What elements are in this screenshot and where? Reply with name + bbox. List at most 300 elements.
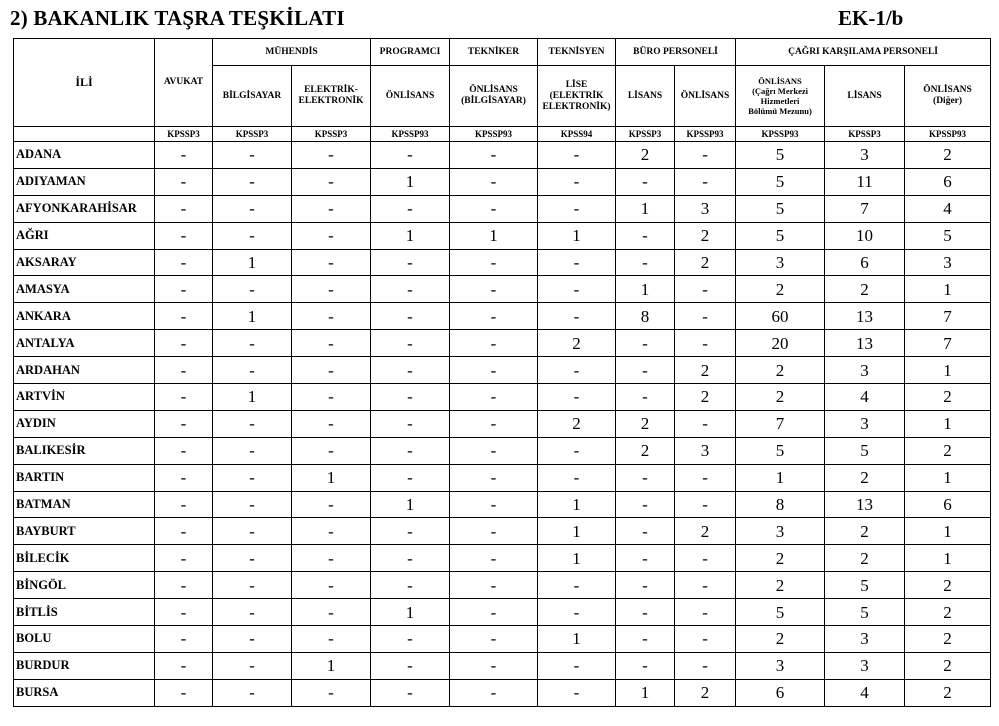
col-avukat: AVUKAT — [155, 39, 213, 127]
col-cagri-diger-line1: ÖNLİSANS — [923, 85, 972, 95]
quota-cell: - — [155, 491, 213, 518]
quota-cell: - — [616, 168, 675, 195]
quota-cell: 2 — [905, 679, 991, 706]
col-buro-lisans: LİSANS — [616, 66, 675, 127]
quota-cell: - — [450, 545, 538, 572]
quota-cell: - — [538, 357, 616, 384]
quota-cell: - — [538, 195, 616, 222]
quota-cell: - — [292, 303, 371, 330]
table-row — [14, 652, 991, 679]
exam-code: KPSSP3 — [292, 127, 371, 142]
col-teknisyen-line3: ELEKTRONİK) — [542, 101, 611, 112]
quota-cell: 1 — [538, 222, 616, 249]
group-teknisyen: TEKNİSYEN — [538, 39, 616, 66]
quota-cell: 8 — [736, 491, 825, 518]
quota-cell: - — [292, 437, 371, 464]
col-cagri-lisans: LİSANS — [825, 66, 905, 127]
quota-cell: - — [155, 437, 213, 464]
province-name: ARTVİN — [14, 384, 155, 411]
exam-code: KPSSP93 — [450, 127, 538, 142]
quota-cell: 1 — [371, 599, 450, 626]
quota-cell: 4 — [825, 384, 905, 411]
quota-cell: - — [675, 652, 736, 679]
province-name: ARDAHAN — [14, 357, 155, 384]
quota-cell: - — [155, 652, 213, 679]
quota-cell: - — [371, 545, 450, 572]
col-teknisyen-lise — [538, 66, 616, 127]
province-name: ADANA — [14, 142, 155, 169]
table-row — [14, 384, 991, 411]
quota-cell: 13 — [825, 491, 905, 518]
quota-cell: - — [450, 357, 538, 384]
quota-cell: 5 — [825, 437, 905, 464]
col-tekniker-line1: ÖNLİSANS — [469, 85, 518, 95]
table-row — [14, 464, 991, 491]
quota-cell: 5 — [736, 195, 825, 222]
quota-cell: - — [616, 652, 675, 679]
quota-cell: - — [538, 464, 616, 491]
quota-cell: - — [450, 168, 538, 195]
quota-cell: 3 — [825, 410, 905, 437]
quota-cell: 5 — [736, 437, 825, 464]
quota-cell: - — [371, 142, 450, 169]
quota-cell: 1 — [538, 518, 616, 545]
quota-cell: - — [538, 142, 616, 169]
quota-cell: - — [371, 679, 450, 706]
quota-cell: - — [450, 652, 538, 679]
col-cagri-line4: Bölümü Mezunu) — [748, 106, 812, 116]
quota-cell: 1 — [905, 410, 991, 437]
quota-cell: - — [616, 545, 675, 572]
quota-cell: 3 — [736, 518, 825, 545]
quota-cell: - — [616, 626, 675, 653]
header-row-exams — [14, 127, 991, 142]
quota-cell: - — [450, 491, 538, 518]
quota-cell: 1 — [905, 464, 991, 491]
quota-cell: 3 — [905, 249, 991, 276]
annex-code: EK-1/b — [838, 6, 904, 30]
col-buro-onlisans: ÖNLİSANS — [675, 66, 736, 127]
quota-cell: 2 — [675, 679, 736, 706]
province-name: AFYONKARAHİSAR — [14, 195, 155, 222]
quota-cell: 5 — [825, 572, 905, 599]
quota-cell: 20 — [736, 330, 825, 357]
col-cagri-line2: (Çağrı Merkezi — [752, 86, 808, 96]
quota-cell: - — [371, 249, 450, 276]
quota-cell: 2 — [736, 545, 825, 572]
col-cagri-onlisans-diger — [905, 66, 991, 127]
quota-cell: - — [371, 303, 450, 330]
group-cagri: ÇAĞRI KARŞILAMA PERSONELİ — [736, 39, 991, 66]
quota-cell: 3 — [736, 249, 825, 276]
quota-cell: 1 — [538, 626, 616, 653]
quota-cell: 4 — [905, 195, 991, 222]
quota-cell: 2 — [736, 572, 825, 599]
quota-cell: 7 — [905, 330, 991, 357]
quota-cell: - — [675, 491, 736, 518]
exam-code: KPSSP3 — [213, 127, 292, 142]
quota-cell: 2 — [736, 357, 825, 384]
quota-cell: - — [155, 464, 213, 491]
quota-cell: 3 — [825, 652, 905, 679]
col-il: İLİ — [14, 39, 155, 127]
quota-cell: 2 — [675, 249, 736, 276]
quota-cell: - — [450, 330, 538, 357]
quota-cell: - — [213, 330, 292, 357]
table-header — [14, 39, 991, 142]
quota-cell: 1 — [450, 222, 538, 249]
quota-cell: - — [155, 518, 213, 545]
quota-cell: 1 — [213, 384, 292, 411]
quota-cell: 2 — [675, 357, 736, 384]
exam-blank — [14, 127, 155, 142]
quota-cell: - — [616, 518, 675, 545]
quota-cell: 2 — [825, 464, 905, 491]
quota-cell: - — [371, 357, 450, 384]
quota-cell: 7 — [825, 195, 905, 222]
quota-cell: - — [371, 518, 450, 545]
province-name: ANKARA — [14, 303, 155, 330]
quota-cell: - — [450, 142, 538, 169]
quota-cell: - — [450, 303, 538, 330]
quota-cell: - — [213, 518, 292, 545]
quota-cell: - — [675, 545, 736, 572]
quota-cell: - — [371, 652, 450, 679]
quota-cell: - — [371, 276, 450, 303]
exam-code: KPSSP93 — [905, 127, 991, 142]
quota-cell: - — [616, 357, 675, 384]
quota-cell: 13 — [825, 330, 905, 357]
quota-cell: 1 — [736, 464, 825, 491]
table-row — [14, 410, 991, 437]
quota-cell: - — [213, 491, 292, 518]
quota-cell: - — [155, 545, 213, 572]
quota-cell: 6 — [905, 491, 991, 518]
quota-cell: 2 — [675, 518, 736, 545]
quota-cell: 5 — [736, 168, 825, 195]
quota-cell: - — [450, 572, 538, 599]
quota-cell: - — [538, 384, 616, 411]
quota-cell: - — [155, 249, 213, 276]
quota-cell: - — [292, 222, 371, 249]
quota-cell: - — [538, 249, 616, 276]
quota-cell: - — [675, 626, 736, 653]
quota-cell: 1 — [371, 491, 450, 518]
quota-cell: 2 — [905, 142, 991, 169]
quota-cell: - — [213, 195, 292, 222]
table-row — [14, 168, 991, 195]
province-name: BARTIN — [14, 464, 155, 491]
quota-cell: - — [616, 464, 675, 491]
exam-code: KPSS94 — [538, 127, 616, 142]
exam-code: KPSSP93 — [736, 127, 825, 142]
province-name: AKSARAY — [14, 249, 155, 276]
table-row — [14, 545, 991, 572]
quota-cell: 13 — [825, 303, 905, 330]
quota-cell: 3 — [825, 142, 905, 169]
quota-cell: - — [292, 599, 371, 626]
province-name: AĞRI — [14, 222, 155, 249]
table-row — [14, 195, 991, 222]
quota-cell: - — [538, 168, 616, 195]
quota-cell: 5 — [736, 599, 825, 626]
quota-cell: - — [675, 599, 736, 626]
quota-cell: - — [155, 410, 213, 437]
col-teknisyen-line1: LİSE — [565, 79, 588, 90]
quota-cell: - — [371, 464, 450, 491]
quota-cell: - — [292, 518, 371, 545]
quota-cell: - — [538, 303, 616, 330]
quota-cell: - — [155, 357, 213, 384]
quota-cell: 2 — [905, 599, 991, 626]
col-bilgisayar: BİLGİSAYAR — [213, 66, 292, 127]
quota-cell: - — [450, 679, 538, 706]
table-row — [14, 357, 991, 384]
quota-cell: - — [616, 572, 675, 599]
group-tekniker: TEKNİKER — [450, 39, 538, 66]
province-name: ADIYAMAN — [14, 168, 155, 195]
quota-cell: - — [155, 679, 213, 706]
quota-cell: 4 — [825, 679, 905, 706]
quota-cell: - — [292, 357, 371, 384]
quota-cell: 6 — [905, 168, 991, 195]
quota-cell: - — [155, 599, 213, 626]
col-programci-onlisans: ÖNLİSANS — [371, 66, 450, 127]
province-name: BİTLİS — [14, 599, 155, 626]
quota-cell: - — [213, 652, 292, 679]
province-name: ANTALYA — [14, 330, 155, 357]
quota-cell: - — [371, 384, 450, 411]
exam-code: KPSSP93 — [371, 127, 450, 142]
quota-cell: - — [616, 491, 675, 518]
exam-code: KPSSP93 — [675, 127, 736, 142]
quota-cell: - — [155, 195, 213, 222]
quota-cell: 2 — [616, 437, 675, 464]
quota-cell: - — [213, 410, 292, 437]
group-programci: PROGRAMCI — [371, 39, 450, 66]
quota-cell: - — [155, 168, 213, 195]
quota-cell: - — [538, 652, 616, 679]
quota-cell: - — [292, 142, 371, 169]
quota-cell: 1 — [213, 303, 292, 330]
quota-cell: - — [371, 626, 450, 653]
quota-cell: 2 — [616, 410, 675, 437]
quota-cell: 8 — [616, 303, 675, 330]
quota-cell: 6 — [736, 679, 825, 706]
quota-cell: 1 — [538, 545, 616, 572]
col-teknisyen-line2: (ELEKTRİK — [549, 90, 604, 101]
quota-cell: - — [292, 276, 371, 303]
quota-cell: - — [450, 384, 538, 411]
quota-cell: - — [675, 142, 736, 169]
exam-code: KPSSP3 — [155, 127, 213, 142]
quota-cell: 2 — [905, 384, 991, 411]
col-tekniker-onlisans — [450, 66, 538, 127]
quota-cell: - — [675, 168, 736, 195]
col-cagri-line3: Hizmetleri — [760, 96, 800, 106]
staff-table — [13, 38, 991, 707]
quota-cell: 1 — [292, 652, 371, 679]
quota-cell: - — [450, 599, 538, 626]
quota-cell: 10 — [825, 222, 905, 249]
col-elektrik-line2: ELEKTRONİK — [298, 96, 364, 106]
quota-cell: - — [292, 384, 371, 411]
province-name: AYDIN — [14, 410, 155, 437]
quota-cell: 1 — [905, 276, 991, 303]
quota-cell: 2 — [905, 437, 991, 464]
quota-cell: 2 — [736, 384, 825, 411]
quota-cell: - — [213, 679, 292, 706]
quota-cell: 1 — [616, 679, 675, 706]
quota-cell: 5 — [905, 222, 991, 249]
quota-cell: 3 — [675, 437, 736, 464]
quota-cell: - — [675, 276, 736, 303]
quota-cell: - — [616, 249, 675, 276]
quota-cell: - — [450, 195, 538, 222]
quota-cell: - — [155, 303, 213, 330]
quota-cell: - — [675, 572, 736, 599]
table-row — [14, 599, 991, 626]
group-muhendis: MÜHENDİS — [213, 39, 371, 66]
quota-cell: - — [213, 276, 292, 303]
col-cagri-onlisans-merkez — [736, 66, 825, 127]
header-row-groups — [14, 39, 991, 66]
quota-cell: - — [155, 572, 213, 599]
province-name: BATMAN — [14, 491, 155, 518]
quota-cell: 3 — [825, 626, 905, 653]
col-elektrik-line1: ELEKTRİK- — [304, 85, 358, 95]
quota-cell: - — [213, 437, 292, 464]
quota-cell: 2 — [825, 545, 905, 572]
exam-code: KPSSP3 — [825, 127, 905, 142]
col-cagri-line1: ÖNLİSANS — [758, 76, 802, 86]
quota-cell: - — [155, 384, 213, 411]
province-name: BAYBURT — [14, 518, 155, 545]
quota-cell: - — [538, 599, 616, 626]
province-name: BURSA — [14, 679, 155, 706]
quota-cell: 7 — [736, 410, 825, 437]
quota-cell: - — [155, 222, 213, 249]
quota-cell: - — [155, 626, 213, 653]
quota-cell: - — [675, 330, 736, 357]
quota-cell: - — [675, 303, 736, 330]
quota-cell: - — [292, 330, 371, 357]
quota-cell: - — [292, 491, 371, 518]
table-row — [14, 626, 991, 653]
quota-cell: 1 — [213, 249, 292, 276]
table-body — [14, 142, 991, 707]
quota-cell: - — [450, 276, 538, 303]
table-row — [14, 572, 991, 599]
quota-cell: - — [450, 626, 538, 653]
table-row — [14, 679, 991, 706]
province-name: BURDUR — [14, 652, 155, 679]
quota-cell: - — [371, 410, 450, 437]
quota-cell: 2 — [538, 410, 616, 437]
quota-cell: 1 — [905, 518, 991, 545]
quota-cell: 7 — [905, 303, 991, 330]
province-name: AMASYA — [14, 276, 155, 303]
quota-cell: 1 — [905, 545, 991, 572]
quota-cell: - — [292, 249, 371, 276]
quota-cell: 2 — [675, 222, 736, 249]
quota-cell: - — [213, 626, 292, 653]
quota-cell: - — [155, 142, 213, 169]
quota-cell: 3 — [675, 195, 736, 222]
quota-cell: 2 — [905, 626, 991, 653]
quota-cell: 60 — [736, 303, 825, 330]
quota-cell: 3 — [825, 357, 905, 384]
page-title: 2) BAKANLIK TAŞRA TEŞKİLATI — [10, 6, 345, 30]
quota-cell: - — [450, 464, 538, 491]
quota-cell: - — [292, 168, 371, 195]
table-row — [14, 276, 991, 303]
quota-cell: 1 — [371, 222, 450, 249]
table-row — [14, 491, 991, 518]
table-row — [14, 437, 991, 464]
quota-cell: - — [213, 545, 292, 572]
table-row — [14, 249, 991, 276]
quota-cell: - — [292, 572, 371, 599]
quota-cell: - — [371, 572, 450, 599]
quota-cell: 2 — [825, 518, 905, 545]
exam-code: KPSSP3 — [616, 127, 675, 142]
quota-cell: 3 — [736, 652, 825, 679]
quota-cell: 5 — [736, 222, 825, 249]
quota-cell: 1 — [292, 464, 371, 491]
col-elektrik-elektronik — [292, 66, 371, 127]
quota-cell: - — [450, 437, 538, 464]
quota-cell: 1 — [616, 195, 675, 222]
quota-cell: - — [450, 518, 538, 545]
quota-cell: - — [292, 195, 371, 222]
quota-cell: 2 — [736, 276, 825, 303]
quota-cell: - — [538, 679, 616, 706]
quota-cell: - — [675, 464, 736, 491]
quota-cell: 1 — [905, 357, 991, 384]
table-row — [14, 330, 991, 357]
quota-cell: - — [616, 599, 675, 626]
quota-cell: 5 — [825, 599, 905, 626]
quota-cell: - — [538, 572, 616, 599]
quota-cell: - — [292, 545, 371, 572]
quota-cell: - — [213, 357, 292, 384]
quota-cell: - — [213, 222, 292, 249]
quota-cell: - — [538, 437, 616, 464]
quota-cell: - — [213, 168, 292, 195]
quota-cell: 2 — [616, 142, 675, 169]
quota-cell: 11 — [825, 168, 905, 195]
col-cagri-diger-line2: (Diğer) — [933, 96, 963, 106]
quota-cell: - — [292, 626, 371, 653]
quota-cell: - — [371, 330, 450, 357]
province-name: BOLU — [14, 626, 155, 653]
quota-cell: - — [155, 330, 213, 357]
quota-cell: - — [616, 384, 675, 411]
quota-cell: 2 — [736, 626, 825, 653]
quota-cell: - — [450, 410, 538, 437]
quota-cell: - — [675, 410, 736, 437]
quota-cell: - — [155, 276, 213, 303]
quota-cell: - — [538, 276, 616, 303]
quota-cell: - — [292, 679, 371, 706]
quota-cell: 1 — [616, 276, 675, 303]
quota-cell: 5 — [736, 142, 825, 169]
quota-cell: 2 — [538, 330, 616, 357]
group-buro: BÜRO PERSONELİ — [616, 39, 736, 66]
quota-cell: 6 — [825, 249, 905, 276]
quota-cell: - — [371, 195, 450, 222]
